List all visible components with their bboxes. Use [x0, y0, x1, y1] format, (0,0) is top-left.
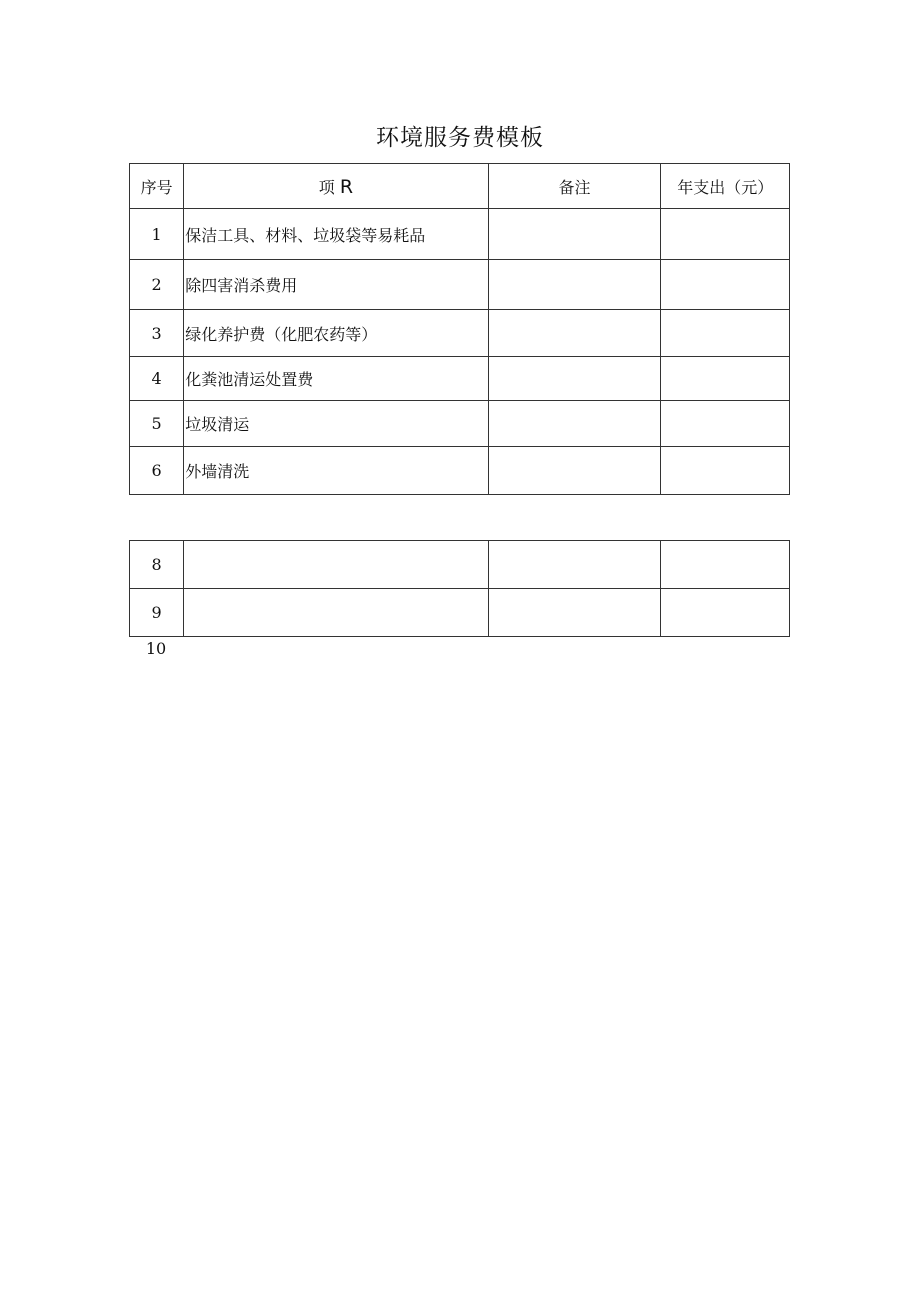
row-annual [661, 310, 790, 357]
row-item [184, 541, 488, 589]
table-header-row [130, 164, 790, 209]
table-row [130, 209, 790, 260]
table-row [130, 260, 790, 310]
trailing-row-number: 10 [145, 639, 167, 658]
row-annual [661, 401, 790, 447]
row-seq: 9 [130, 589, 184, 637]
row-item: 垃圾清运 [184, 401, 488, 447]
row-annual [661, 589, 790, 637]
header-item-prefix: 项 [318, 177, 335, 197]
fee-table-continued [129, 540, 790, 637]
table-row [130, 541, 790, 589]
row-annual [661, 357, 790, 401]
header-remark: 备注 [488, 164, 661, 209]
fee-table [129, 163, 790, 495]
row-seq: 2 [130, 260, 184, 310]
header-annual: 年支出（元） [661, 164, 790, 209]
row-remark [488, 357, 661, 401]
table-row [130, 401, 790, 447]
row-seq: 4 [130, 357, 184, 401]
table-row [130, 310, 790, 357]
row-item [184, 589, 488, 637]
row-remark [488, 209, 661, 260]
row-remark [488, 541, 661, 589]
header-item-suffix: R [339, 175, 354, 198]
row-seq: 8 [130, 541, 184, 589]
row-seq: 5 [130, 401, 184, 447]
row-item: 保洁工具、材料、垃圾袋等易耗品 [184, 209, 488, 260]
row-item: 外墙清洗 [184, 447, 488, 495]
row-item: 除四害消杀费用 [184, 260, 488, 310]
row-remark [488, 401, 661, 447]
table-row [130, 589, 790, 637]
row-annual [661, 209, 790, 260]
row-annual [661, 260, 790, 310]
row-seq: 6 [130, 447, 184, 495]
row-annual [661, 541, 790, 589]
row-remark [488, 447, 661, 495]
row-remark [488, 589, 661, 637]
row-remark [488, 260, 661, 310]
row-seq: 3 [130, 310, 184, 357]
row-seq: 1 [130, 209, 184, 260]
header-seq: 序号 [130, 164, 184, 209]
row-item: 绿化养护费（化肥农药等） [184, 310, 488, 357]
row-remark [488, 310, 661, 357]
table-row [130, 357, 790, 401]
header-item [184, 164, 488, 209]
row-item: 化粪池清运处置费 [184, 357, 488, 401]
row-annual [661, 447, 790, 495]
document-title: 环境服务费模板 [376, 125, 544, 151]
table-row [130, 447, 790, 495]
